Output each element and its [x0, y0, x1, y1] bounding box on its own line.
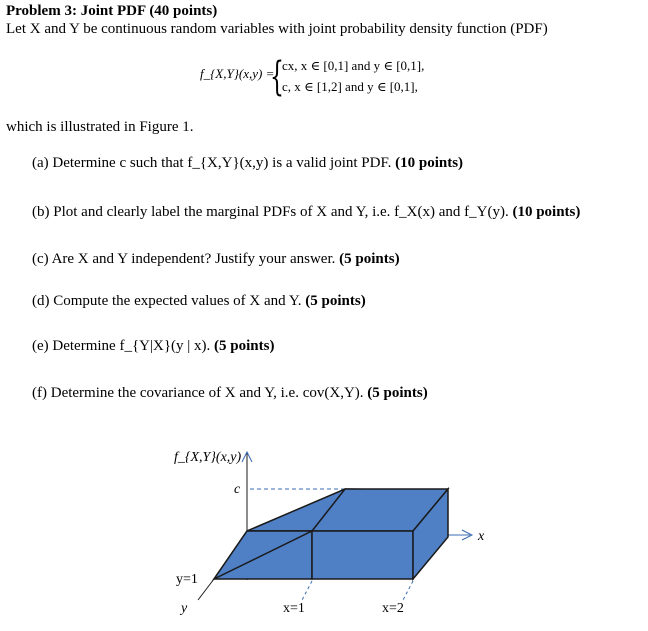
- piecewise-brace: {: [270, 54, 284, 100]
- part-e-text: (e) Determine f_{Y|X}(y | x).: [32, 338, 211, 354]
- part-d-text: (d) Compute the expected values of X and Y.: [32, 293, 302, 309]
- problem-title: Problem 3: Joint PDF (40 points): [6, 3, 218, 19]
- illustrated-text: which is illustrated in Figure 1.: [6, 119, 194, 135]
- part-f-points: (5 points): [367, 385, 428, 401]
- part-f-text: (f) Determine the covariance of X and Y, i.e. cov(X,Y).: [32, 385, 364, 401]
- x-axis-label: x: [478, 529, 485, 544]
- part-b-text: (b) Plot and clearly label the marginal PDFs of X and Y, i.e. f_X(x) and f_Y(y).: [32, 204, 509, 220]
- y-axis-line: [198, 579, 214, 600]
- y-axis-label: y: [181, 601, 188, 616]
- x1-dashed-line: [302, 581, 312, 600]
- pdf-lhs: f_{X,Y}(x,y) =: [200, 66, 275, 81]
- part-a-points: (10 points): [395, 155, 464, 171]
- part-c-points: (5 points): [339, 251, 400, 267]
- intro-text: Let X and Y be continuous random variables with joint probability density function (PDF): [6, 21, 548, 37]
- c-label: c: [234, 482, 241, 497]
- front-face: [312, 531, 413, 579]
- pdf-case-2: c, x ∈ [1,2] and y ∈ [0,1],: [282, 79, 418, 94]
- part-c-text: (c) Are X and Y independent? Justify your answer.: [32, 251, 336, 267]
- z-axis-label: f_{X,Y}(x,y): [174, 450, 242, 465]
- pdf-case-1: cx, x ∈ [0,1] and y ∈ [0,1],: [282, 58, 425, 73]
- y1-label: y=1: [176, 572, 198, 587]
- part-b-points: (10 points): [512, 204, 581, 220]
- x1-label: x=1: [283, 601, 305, 616]
- x2-dashed-line: [403, 581, 413, 600]
- x2-label: x=2: [382, 601, 404, 616]
- part-d-points: (5 points): [305, 293, 366, 309]
- part-a-text: (a) Determine c such that f_{X,Y}(x,y) is a valid joint PDF.: [32, 155, 392, 171]
- part-e-points: (5 points): [214, 338, 275, 354]
